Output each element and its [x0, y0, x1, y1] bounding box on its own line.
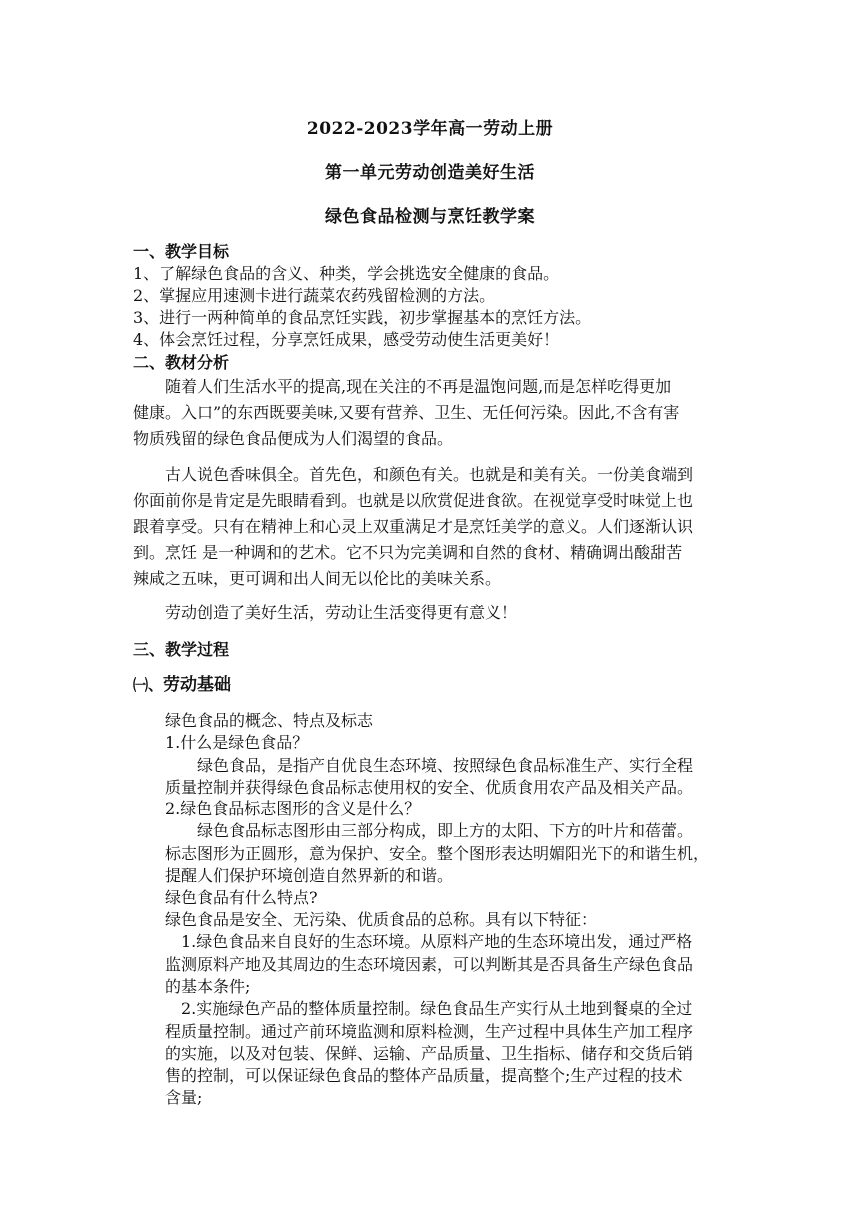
body-line: 标志图形为正圆形，意为保护、安全。整个图形表达明媚阳光下的和谐生机，	[165, 844, 710, 863]
paragraph-line: 劳动创造了美好生活，劳动让生活变得更有意义！	[165, 603, 518, 622]
body-line: 含量;	[165, 1088, 203, 1107]
doc-title-2: 第一单元劳动创造美好生活	[325, 163, 535, 183]
subsection-marker: ㈠、	[133, 676, 164, 694]
objective-item: 2、掌握应用速测卡进行蔬菜农药残留检测的方法。	[133, 286, 496, 305]
body-line: 质量控制并获得绿色食品标志使用权的安全、优质食用农产品及相关产品。	[165, 778, 694, 797]
paragraph-line: 你面前你是肯定是先眼睛看到。也就是以欣赏促进食欲。在视觉享受时味觉上也	[133, 491, 694, 510]
body-line: 绿色食品标志图形由三部分构成，即上方的太阳、下方的叶片和蓓蕾。	[197, 821, 694, 840]
body-line: 的基本条件;	[165, 977, 251, 996]
body-line: 1.什么是绿色食品？	[165, 733, 309, 752]
paragraph-line: 随着人们生活水平的提高,现在关注的不再是温饱问题,而是怎样吃得更加	[165, 377, 672, 396]
objective-item: 3、进行一两种简单的食品烹饪实践，初步掌握基本的烹饪方法。	[133, 308, 592, 327]
body-line: 绿色食品有什么特点?	[165, 888, 318, 907]
section-heading-process: 三、教学过程	[133, 640, 230, 659]
paragraph-line: 健康。入口”的东西既要美味,又要有营养、卫生、无任何污染。因此,不含有害	[133, 403, 680, 422]
body-line: 1.绿色食品来自良好的生态环境。从原料产地的生态环境出发，通过严格	[181, 932, 693, 951]
body-line: 2.绿色食品标志图形的含义是什么？	[165, 799, 421, 818]
body-line: 2.实施绿色产品的整体质量控制。绿色食品生产实行从土地到餐桌的全过	[181, 999, 693, 1018]
paragraph-line: 到。烹饪 是一种调和的艺术。它不只为完美调和自然的食材、精确调出酸甜苦	[133, 543, 683, 562]
subsection-title: 劳动基础	[163, 675, 232, 695]
section-heading-objectives: 一、教学目标	[133, 242, 230, 261]
doc-title-3: 绿色食品检测与烹饪教学案	[325, 207, 535, 227]
body-line: 绿色食品是安全、无污染、优质食品的总称。具有以下特征：	[165, 910, 598, 929]
body-line: 程质量控制。通过产前环境监测和原料检测，生产过程中具体生产加工程序	[165, 1022, 694, 1041]
body-line: 绿色食品的概念、特点及标志	[165, 711, 374, 730]
body-line: 售的控制，可以保证绿色食品的整体产品质量，提高整个;生产过程的技术	[165, 1066, 683, 1085]
body-line: 绿色食品，是指产自优良生态环境、按照绿色食品标准生产、实行全程	[197, 756, 694, 775]
section-heading-analysis: 二、教材分析	[133, 353, 230, 372]
paragraph-line: 物质残留的绿色食品便成为人们渴望的食品。	[133, 429, 454, 448]
objective-item: 4、体会烹饪过程，分享烹饪成果，感受劳动使生活更美好！	[133, 330, 560, 349]
body-line: 提醒人们保护环境创造自然界新的和谐。	[165, 866, 454, 885]
body-line: 的实施，以及对包装、保鲜、运输、产品质量、卫生指标、储存和交货后销	[165, 1044, 694, 1063]
paragraph-line: 古人说色香味俱全。首先色，和颜色有关。也就是和美有关。一份美食端到	[165, 465, 694, 484]
body-line: 监测原料产地及其周边的生态环境因素，可以判断其是否具备生产绿色食品	[165, 955, 694, 974]
paragraph-line: 跟着享受。只有在精神上和心灵上双重满足才是烹饪美学的意义。人们逐渐认识	[133, 517, 694, 536]
subsection-heading	[133, 675, 231, 695]
paragraph-line: 辣咸之五味，更可调和出人间无以伦比的美味关系。	[133, 569, 502, 588]
objective-item: 1、了解绿色食品的含义、种类，学会挑选安全健康的食品。	[133, 264, 560, 283]
doc-title-1: 2022-2023学年高一劳动上册	[306, 119, 554, 139]
